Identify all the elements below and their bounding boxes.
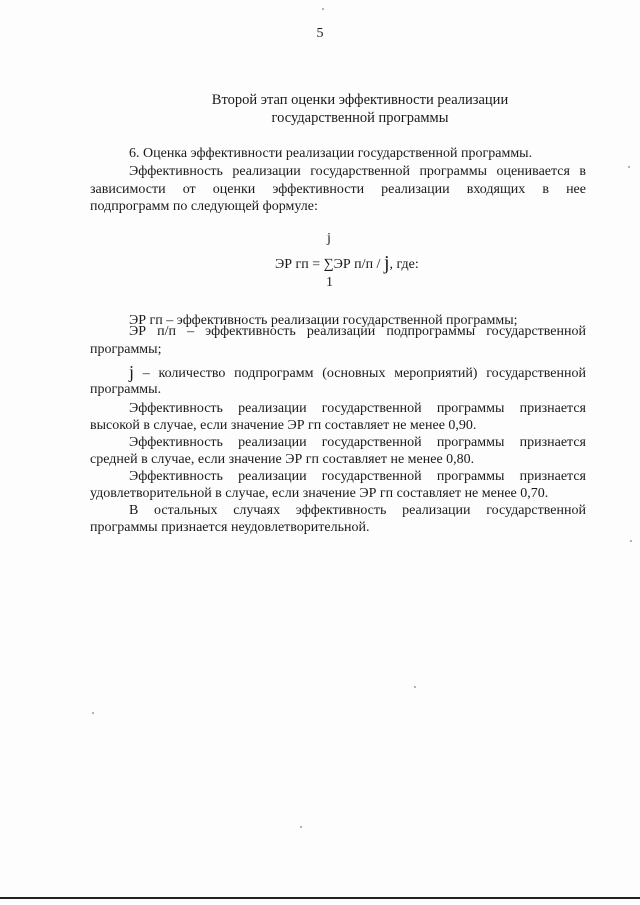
paragraph-line: Эффективность реализации государственной программы признается [129,469,586,484]
paragraph-line: Эффективность реализации государственной программы признается [129,435,586,450]
scan-edge-line [0,897,640,899]
paragraph-line: зависимости от оценки эффективности реализации входящих в нее [90,182,586,197]
section-heading-line-2: государственной программы [271,110,449,126]
scan-speck [92,712,94,714]
scan-speck [322,8,324,10]
scan-speck [628,166,630,168]
formula-sum-sign: ∑ [323,257,334,272]
scan-speck [414,686,416,688]
formula-lower-limit: 1 [326,275,333,290]
scan-speck [300,826,302,828]
paragraph-line [129,364,586,382]
paragraph-line: программы признается неудовлетворительной. [90,520,370,535]
paragraph-line: программы. [90,382,162,397]
paragraph-line: ЭР гп – эффективность реализации государственной программы; [129,313,518,328]
paragraph-line: ЭР п/п – эффективность реализации подпрограммы государственной [129,324,586,339]
paragraph-line: Эффективность реализации государственной программы оценивается в [129,164,586,179]
paragraph-line: 6. Оценка эффективности реализации государственной программы. [129,146,533,161]
paragraph-line: В остальных случаях эффективность реализации государственной [129,503,586,518]
formula [275,252,419,274]
formula-term: ЭР п/п / [333,257,384,272]
paragraph-text: – количество подпрограмм (основных мероприятий) государственной [134,366,586,381]
paragraph-line: средней в случае, если значение ЭР гп составляет не менее 0,80. [90,452,475,467]
formula-suffix: , где: [389,257,419,272]
scan-speck [630,540,632,542]
variable-j: j [129,362,135,382]
paragraph-line: программы; [90,342,162,357]
paragraph-line: удовлетворительной в случае, если значение ЭР гп составляет не менее 0,70. [90,486,549,501]
section-heading-line-1: Второй этап оценки эффективности реализации [211,92,509,108]
paragraph-line: высокой в случае, если значение ЭР гп составляет не менее 0,90. [90,418,477,433]
formula-lhs: ЭР гп = [275,257,324,272]
paragraph-line: Эффективность реализации государственной программы признается [129,401,586,416]
paragraph-line: подпрограмм по следующей формуле: [90,199,318,214]
page-number: 5 [316,26,324,41]
formula-divisor: j [383,252,390,274]
formula-upper-limit: j [327,231,331,246]
